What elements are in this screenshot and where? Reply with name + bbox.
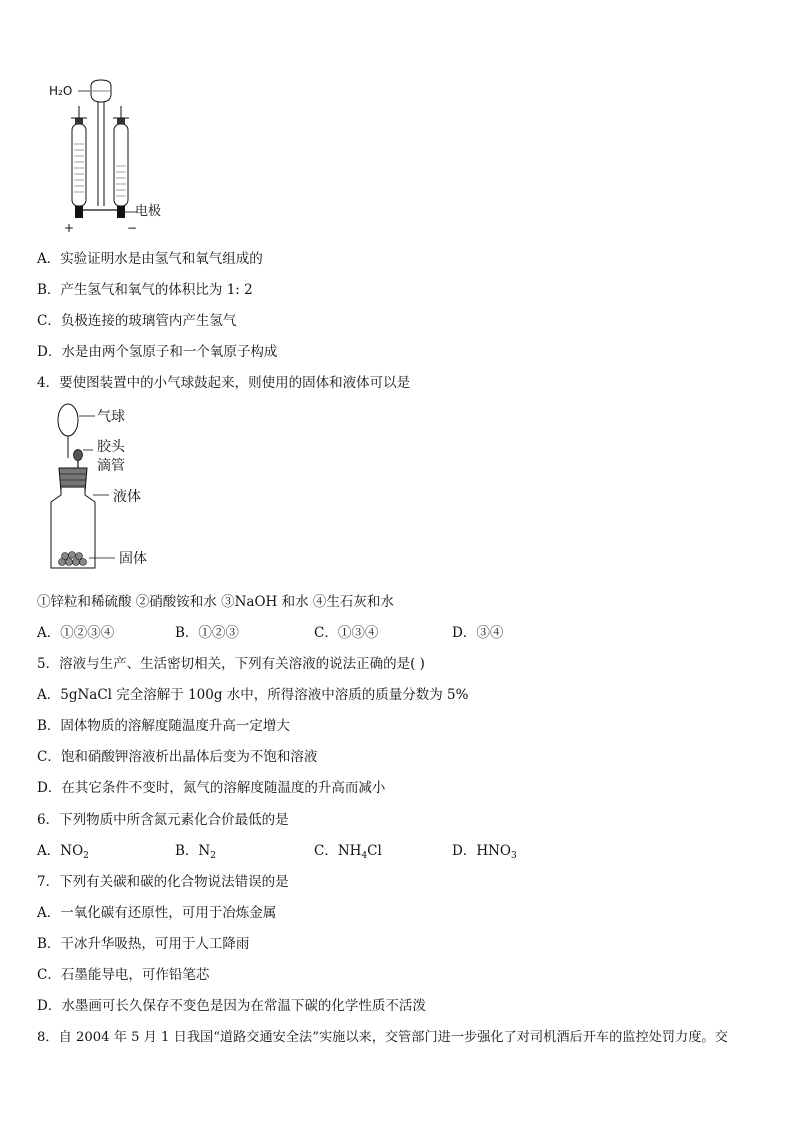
dropper-label-line1: 胶头	[97, 439, 125, 455]
h2o-label: H₂O	[49, 84, 73, 98]
q3-option-b: B．产生氢气和氧气的体积比为 1: 2	[37, 282, 253, 298]
q3-option-a: A．实验证明水是由氢气和氧气组成的	[37, 251, 263, 267]
electrode-label: 电极	[135, 204, 162, 219]
q4-choices-line: ①锌粒和稀硫酸 ②硝酸铵和水 ③NaOH 和水 ④生石灰和水	[37, 594, 394, 610]
minus-sign: −	[127, 221, 138, 235]
q4-option-a: A．①②③④	[37, 625, 115, 641]
q5-option-a: A．5gNaCl 完全溶解于 100g 水中，所得溶液中溶质的质量分数为 5%	[37, 687, 469, 703]
q6-option-b: B．$N_2$	[175, 843, 216, 861]
q4-option-c: C．①③④	[314, 625, 379, 641]
liquid-label: 液体	[113, 489, 141, 505]
q7-option-d: D．水墨画可长久保存不变色是因为在常温下碳的化学性质不活泼	[37, 998, 426, 1014]
q7-stem: 7．下列有关碳和碳的化合物说法错误的是	[37, 874, 289, 890]
q5-option-d: D．在其它条件不变时，氮气的溶解度随温度的升高而减小	[37, 780, 386, 796]
electrolysis-apparatus-figure	[45, 74, 175, 236]
balloon-apparatus-figure	[45, 402, 185, 574]
q4-option-b: B．①②③	[175, 625, 239, 641]
q3-option-d: D．水是由两个氢原子和一个氧原子构成	[37, 344, 278, 360]
q7-option-b: B．干冰升华吸热，可用于人工降雨	[37, 936, 250, 952]
q7-option-c: C．石墨能导电，可作铅笔芯	[37, 967, 210, 983]
q3-option-c: C．负极连接的玻璃管内产生氢气	[37, 313, 237, 329]
q7-option-a: A．一氧化碳有还原性，可用于冶炼金属	[37, 905, 277, 921]
q6-option-c: C．$NH_4Cl$	[314, 843, 382, 861]
q5-option-c: C．饱和硝酸钾溶液析出晶体后变为不饱和溶液	[37, 749, 318, 765]
q5-option-b: B．固体物质的溶解度随温度升高一定增大	[37, 718, 290, 734]
q4-stem: 4．要使图装置中的小气球鼓起来，则使用的固体和液体可以是	[37, 375, 411, 391]
dropper-label-line2: 滴管	[97, 458, 125, 474]
q6-stem: 6．下列物质中所含氮元素化合价最低的是	[37, 812, 289, 828]
q8-stem: 8．自 2004 年 5 月 1 日我国“道路交通安全法”实施以来，交管部门进一步强化了对司机酒后开车的监控处罚力度。交	[37, 1030, 728, 1045]
plus-sign: +	[64, 221, 75, 235]
q6-option-d: D．$HNO_3$	[452, 843, 517, 861]
solid-label: 固体	[119, 551, 147, 567]
q5-stem: 5．溶液与生产、生活密切相关，下列有关溶液的说法正确的是( )	[37, 656, 425, 672]
q4-option-d: D．③④	[452, 625, 504, 641]
balloon-label: 气球	[97, 409, 125, 425]
q6-option-a: A．$NO_2$	[37, 843, 89, 861]
